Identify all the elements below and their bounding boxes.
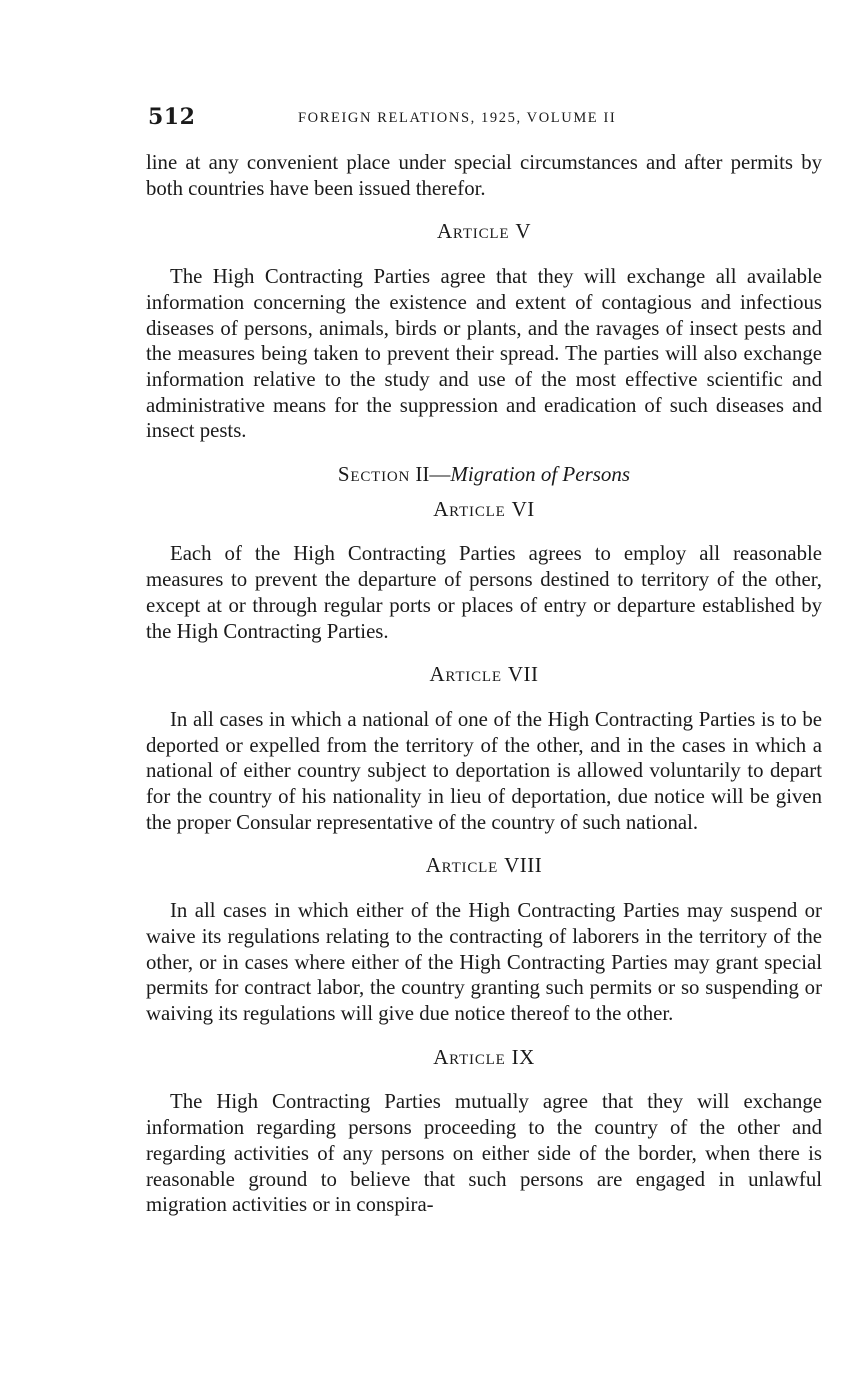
article-vi-heading-label: Article xyxy=(433,496,506,521)
section-ii-number: II— xyxy=(415,462,451,487)
article-vi-paragraph: Each of the High Contracting Parties agrees to employ all reasonable measures to prevent the departure of persons destined to territory of the other, except at or through regular ports or places of entry or departure established by the High Contracting Parties. xyxy=(146,542,822,643)
article-v-paragraph: The High Contracting Parties agree that they will exchange all available information concerning the existence and extent of contagious and infectious diseases of persons, animals, birds or plants, and the ravages of insect pests and the measures being taken to prevent their spread. The parties will also exchange information relative to the study and use of the most effective scientific and administrative means for the suppression and eradication of such diseases and insect pests. xyxy=(146,265,822,443)
running-title: FOREIGN RELATIONS, 1925, VOLUME II xyxy=(298,110,617,126)
article-viii-paragraph: In all cases in which either of the High Contracting Parties may suspend or waive its regulations relating to the contracting of laborers in the territory of the other, or in cases where either of the High Contracting Parties may grant special permits for contract labor, the country granting such permits or so suspending or waiving its regulations will give due notice thereof to the other. xyxy=(146,899,822,1025)
article-ix-heading xyxy=(146,1045,822,1071)
article-vi-heading xyxy=(146,497,822,523)
section-ii-title: Migration of Persons xyxy=(450,462,631,487)
article-v-heading-label: Article xyxy=(436,219,510,244)
article-viii-heading xyxy=(146,853,822,879)
article-v-heading xyxy=(146,219,822,245)
section-ii-heading xyxy=(146,462,822,488)
article-viii-heading-number: VIII xyxy=(504,853,543,878)
article-ix-heading-number: IX xyxy=(511,1044,535,1069)
article-ix-heading-label: Article xyxy=(433,1044,506,1069)
article-vii-paragraph: In all cases in which a national of one of the High Contracting Parties is to be deported or expelled from the territory of the other, and in the cases in which a national of either country subject to deportation is allowed voluntarily to depart for the country of his nationality in lieu of deportation, due notice will be given the proper Consular representative of the country of such national. xyxy=(146,707,822,834)
article-vi-heading-number: VI xyxy=(511,496,535,521)
article-viii-heading-label: Article xyxy=(425,853,499,878)
running-head xyxy=(148,104,820,134)
page-number: 512 xyxy=(148,104,196,130)
section-ii-label: Section xyxy=(337,462,411,487)
article-v-heading-number: V xyxy=(515,219,532,244)
article-vii-heading xyxy=(146,662,822,688)
body-text xyxy=(146,150,822,1218)
article-ix-paragraph: The High Contracting Parties mutually agree that they will exchange information regarding persons proceeding to the country of the other and regarding activities of any persons on either side of the border, when there is reasonable ground to believe that such persons are engaged in unlawful migration activities or in conspira- xyxy=(146,1090,822,1217)
continuation-paragraph: line at any convenient place under special circumstances and after permits by both countries have been issued therefor. xyxy=(146,151,822,200)
article-vii-heading-label: Article xyxy=(429,662,502,687)
article-vii-heading-number: VII xyxy=(507,662,539,687)
